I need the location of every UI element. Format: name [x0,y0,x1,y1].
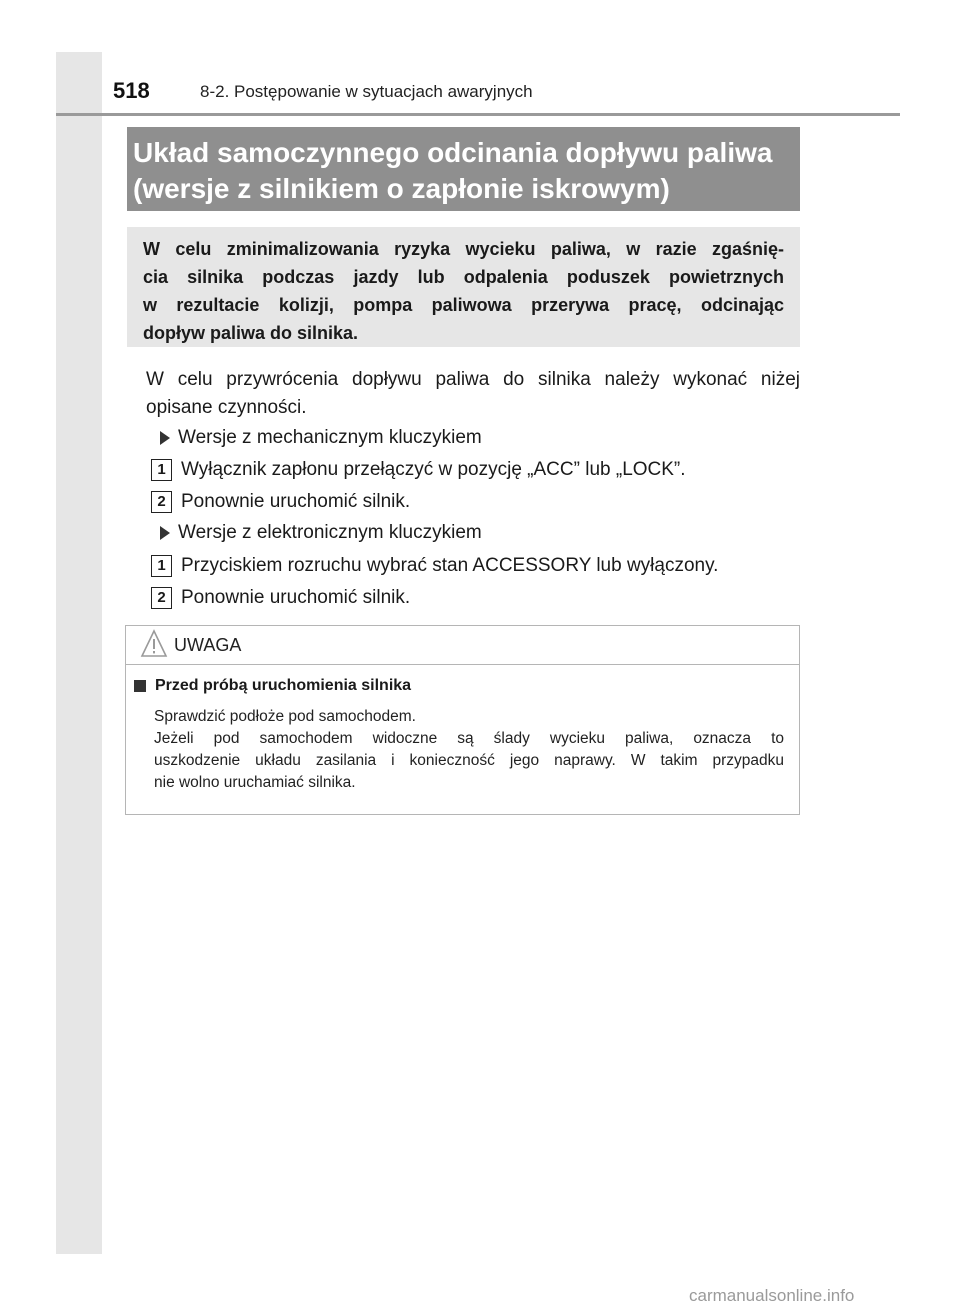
warning-triangle-icon [140,629,168,659]
step-text: Przyciskiem rozruchu wybrać stan ACCESSORY lub wyłączony. [181,555,719,576]
warning-title: UWAGA [174,635,242,655]
title-line-2: (wersje z silnikiem o zapłonie iskrowym) [133,173,670,204]
watermark: carmanualsonline.info [689,1286,855,1305]
warning-line: uszkodzenie układu zasilania i konieczność jego naprawy. W takim przypadku [154,752,784,769]
square-bullet-icon [134,680,146,692]
intro-line: w rezultacie kolizji, pompa paliwowa przerywa pracę, odcinając [143,295,784,315]
step-item [151,586,410,610]
title-line-1: Układ samoczynnego odcinania dopływu paliwa [133,137,773,168]
warning-line: Sprawdzić podłoże pod samochodem. [154,708,416,725]
section-label: 8-2. Postępowanie w sytuacjach awaryjnych [200,82,533,101]
warning-text [154,706,784,794]
step-item [151,490,410,514]
step-number: 2 [151,587,172,609]
electronic-key-heading [160,521,482,545]
side-margin-strip [56,52,102,1254]
warning-header [126,626,799,665]
body-line: opisane czynności. [146,397,307,418]
triangle-bullet-icon [160,526,170,540]
section-title [127,127,800,211]
step-text: Wyłącznik zapłonu przełączyć w pozycję „ACC” lub „LOCK”. [181,459,686,480]
warning-heading-text: Przed próbą uruchomienia silnika [155,677,412,694]
body-paragraph [146,366,800,422]
body-line: W celu przywrócenia dopływu paliwa do silnika należy wykonać niżej [146,369,800,390]
intro-summary [127,227,800,347]
warning-line: nie wolno uruchamiać silnika. [154,774,356,791]
triangle-bullet-icon [160,431,170,445]
warning-heading [134,677,411,695]
step-number: 2 [151,491,172,513]
warning-box [125,625,800,815]
bullet-text: Wersje z mechanicznym kluczykiem [178,427,482,448]
intro-line: W celu zminimalizowania ryzyka wycieku paliwa, w razie zgaśnię- [143,239,784,259]
step-item [151,554,718,578]
step-text: Ponownie uruchomić silnik. [181,587,411,608]
page-header [56,52,900,112]
step-item [151,458,686,482]
header-rule [56,113,900,116]
step-number: 1 [151,555,172,577]
warning-line: Jeżeli pod samochodem widoczne są ślady wycieku paliwa, oznacza to [154,730,784,747]
page-number: 518 [113,78,150,103]
step-number: 1 [151,459,172,481]
intro-line: dopływ paliwa do silnika. [143,323,359,343]
mechanical-key-heading [160,426,482,450]
step-text: Ponownie uruchomić silnik. [181,491,411,512]
bullet-text: Wersje z elektronicznym kluczykiem [178,522,482,543]
intro-line: cia silnika podczas jazdy lub odpalenia poduszek powietrznych [143,267,784,287]
